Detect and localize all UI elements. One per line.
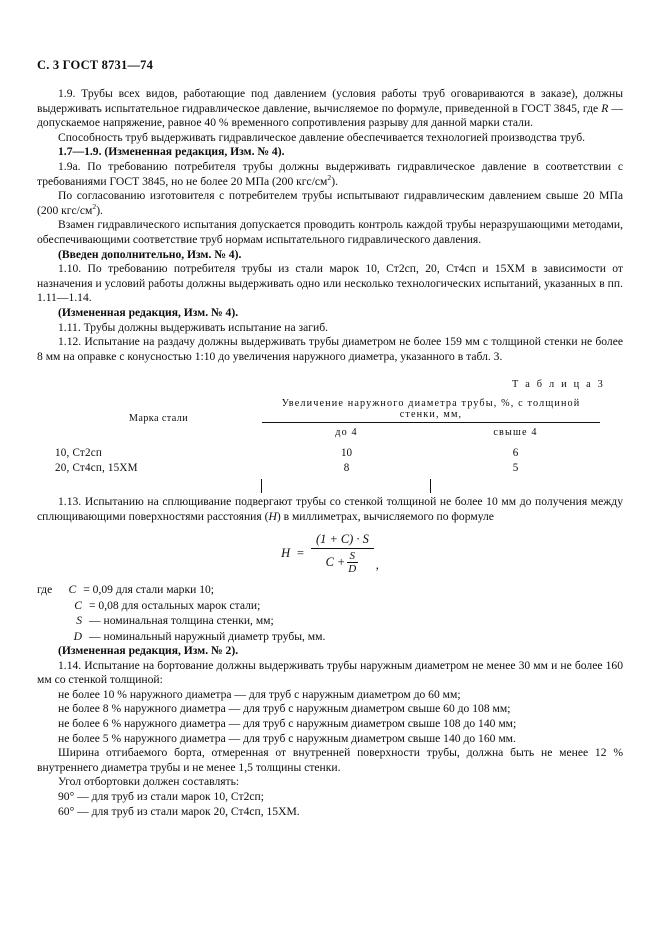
table-header-grade: Марка стали	[128, 413, 189, 425]
table-cell-upto4-2: 8	[343, 462, 350, 475]
formula-inner-denominator: D	[348, 562, 357, 575]
where-symbol-2: C	[74, 598, 82, 612]
table-header-row-span	[55, 395, 600, 423]
table-cell-grade-1: 10, Ст2сп	[55, 447, 102, 460]
paragraph-1-9a-agreement: По согласованию изготовителя с потребителем трубы испытывают гидравлическим давлением свыше 20 МПа (200 кгс/$см^2$).	[37, 189, 623, 217]
paragraph-angle-intro: Угол отбортовки должен составлять:	[58, 775, 240, 789]
where-text-3: — номинальная толщина стенки, мм;	[89, 614, 274, 628]
where-row-4	[37, 629, 623, 644]
paragraph-flange-width: Ширина отгибаемого борта, отмеренная от внутренней поверхности трубы, должна быть не менее 12 % внутреннего диаметра трубы и не менее 1,5 толщины стенки.	[37, 746, 623, 774]
table-body-grades	[55, 442, 262, 480]
paragraph-1-14: 1.14. Испытание на бортование должны выдерживать трубы наружным диаметром не менее 30 мм и не более 160 мм со стенкой толщиной:	[37, 658, 623, 687]
formula-inner-fraction	[345, 550, 359, 575]
formula-numerator: (1 + C) · S	[311, 532, 374, 549]
where-symbol-4: D	[73, 629, 82, 643]
paragraph-1-13: 1.13. Испытанию на сплющивание подвергают трубы со стенкой толщиной не более 10 мм до получения между сплющивающими поверхностями расстояния (H) в миллиметрах, вычисляемого по формуле	[37, 495, 623, 523]
superscript-two: 2	[327, 172, 332, 182]
paragraph-1-9a: 1.9а. По требованию потребителя трубы должны выдерживать гидравлическое давление в соответствии с требованиями ГОСТ 3845, но не более 20 МПа (200 кгс/$см^2$).	[37, 159, 623, 188]
table-cell-over4-1: 6	[512, 447, 519, 460]
paragraph-1-10: 1.10. По требованию потребителя трубы из стали марок 10, Ст2сп, 20, Ст4сп и 15ХМ в зависимости от назначения и условий работы должны выдерживать одно или несколько технологических испытаний, указанных в пп. 1.11—1.14.	[37, 262, 623, 305]
where-row-3	[37, 613, 623, 628]
where-text-4: — номинальный наружный диаметр трубы, мм.	[89, 629, 326, 643]
table-header-over-4: свыше 4	[431, 423, 600, 443]
note-added-supplementary: (Введен дополнительно, Изм. № 4).	[58, 247, 242, 261]
page-header-label: С. 3 ГОСТ 8731—74	[37, 58, 154, 72]
list-item-angle-90: 90° — для труб из стали марок 10, Ст2сп;	[58, 790, 264, 804]
variable-H: H	[268, 509, 277, 523]
table-cell-grade-2: 20, Ст4сп, 15ХМ	[55, 462, 138, 475]
table-header-increase-span: Увеличение наружного диаметра трубы, %, с толщиной стенки, мм,	[281, 397, 581, 420]
paragraph-1-12: 1.12. Испытание на раздачу должны выдерживать трубы диаметром не более 159 мм с толщиной стенки не более 8 мм на оправке с конусностью 1:10 до увеличения наружного диаметра, указанного в табл. 3.	[37, 335, 623, 363]
table-header-upto-4: до 4	[262, 423, 431, 443]
list-item-diameter-160: не более 5 % наружного диаметра — для труб с наружным диаметром свыше 140 до 160 мм.	[58, 731, 516, 745]
formula-denominator	[321, 549, 365, 575]
paragraph-1-11: 1.11. Трубы должны выдерживать испытание на загиб.	[58, 320, 329, 334]
table-3	[55, 395, 600, 480]
table-divider-stub-right	[430, 479, 431, 493]
formula-equals-sign: =	[297, 545, 305, 560]
where-symbol-1: C	[68, 583, 77, 597]
table-body-row	[55, 442, 600, 480]
note-1-7-1-9: 1.7—1.9. (Измененная редакция, Изм. № 4).	[58, 145, 285, 159]
where-row-1	[37, 582, 623, 597]
variable-R: R	[601, 101, 609, 115]
paragraph-1-9a-nondestructive: Взамен гидравлического испытания допускается проводить контроль каждой трубы неразрушающими методами, обеспечивающими соответствие труб нормам испытательного гидравлического давления.	[37, 218, 623, 246]
formula-trailing-comma: ,	[375, 557, 379, 572]
note-1-13: (Измененная редакция, Изм. № 2).	[58, 644, 239, 658]
list-item-diameter-60: не более 10 % наружного диаметра — для труб с наружным диаметром до 60 мм;	[58, 687, 461, 701]
table-divider-stub-left	[261, 479, 262, 493]
superscript-two: 2	[92, 201, 97, 211]
formula-equation	[281, 532, 379, 575]
spacer-before-table	[37, 364, 623, 379]
formula-block	[37, 524, 623, 582]
formula-main-fraction	[311, 532, 374, 575]
where-row-2	[37, 598, 623, 613]
page-content	[37, 58, 623, 819]
formula-lhs: H	[281, 545, 291, 560]
table-body-upto-4	[262, 442, 431, 480]
where-text-1: = 0,09 для стали марки 10;	[83, 583, 215, 597]
where-symbol-3: S	[76, 614, 82, 628]
spacer-after-table	[37, 480, 623, 495]
formula-inner-numerator: S	[347, 550, 359, 563]
paragraph-1-9-ability: Способность труб выдерживать гидравлическое давление обеспечивается технологией производства труб.	[58, 130, 586, 144]
table-body-over-4	[431, 442, 600, 480]
note-1-10: (Измененная редакция, Изм. № 4).	[58, 305, 239, 319]
where-text-2: = 0,08 для остальных марок стали;	[89, 598, 261, 612]
formula-denominator-lead: C +	[325, 554, 346, 569]
list-item-diameter-108: не более 8 % наружного диаметра — для труб с наружным диаметром свыше 60 до 108 мм;	[58, 702, 511, 716]
table-cell-over4-2: 5	[512, 462, 519, 475]
list-item-diameter-140: не более 6 % наружного диаметра — для труб с наружным диаметром свыше 108 до 140 мм;	[58, 717, 517, 731]
list-item-angle-60: 60° — для труб из стали марок 20, Ст4сп, 15ХМ.	[58, 804, 300, 818]
table-cell-upto4-1: 10	[340, 447, 353, 460]
formula-where-list	[37, 582, 623, 644]
table-3-wrapper	[55, 395, 600, 480]
paragraph-1-9: 1.9. Трубы всех видов, работающие под давлением (условия работы труб оговариваются в заказе), должны выдерживать испытательное гидравлическое давление, вычисляемое по формуле, приведенной в ГОСТ 3845, где R — допускаемое напряжение, равное 40 % временного сопротивления разрыву для данной марки стали.	[37, 87, 623, 130]
table-caption: Т а б л и ц а 3	[512, 379, 605, 391]
where-keyword: где	[37, 583, 53, 597]
